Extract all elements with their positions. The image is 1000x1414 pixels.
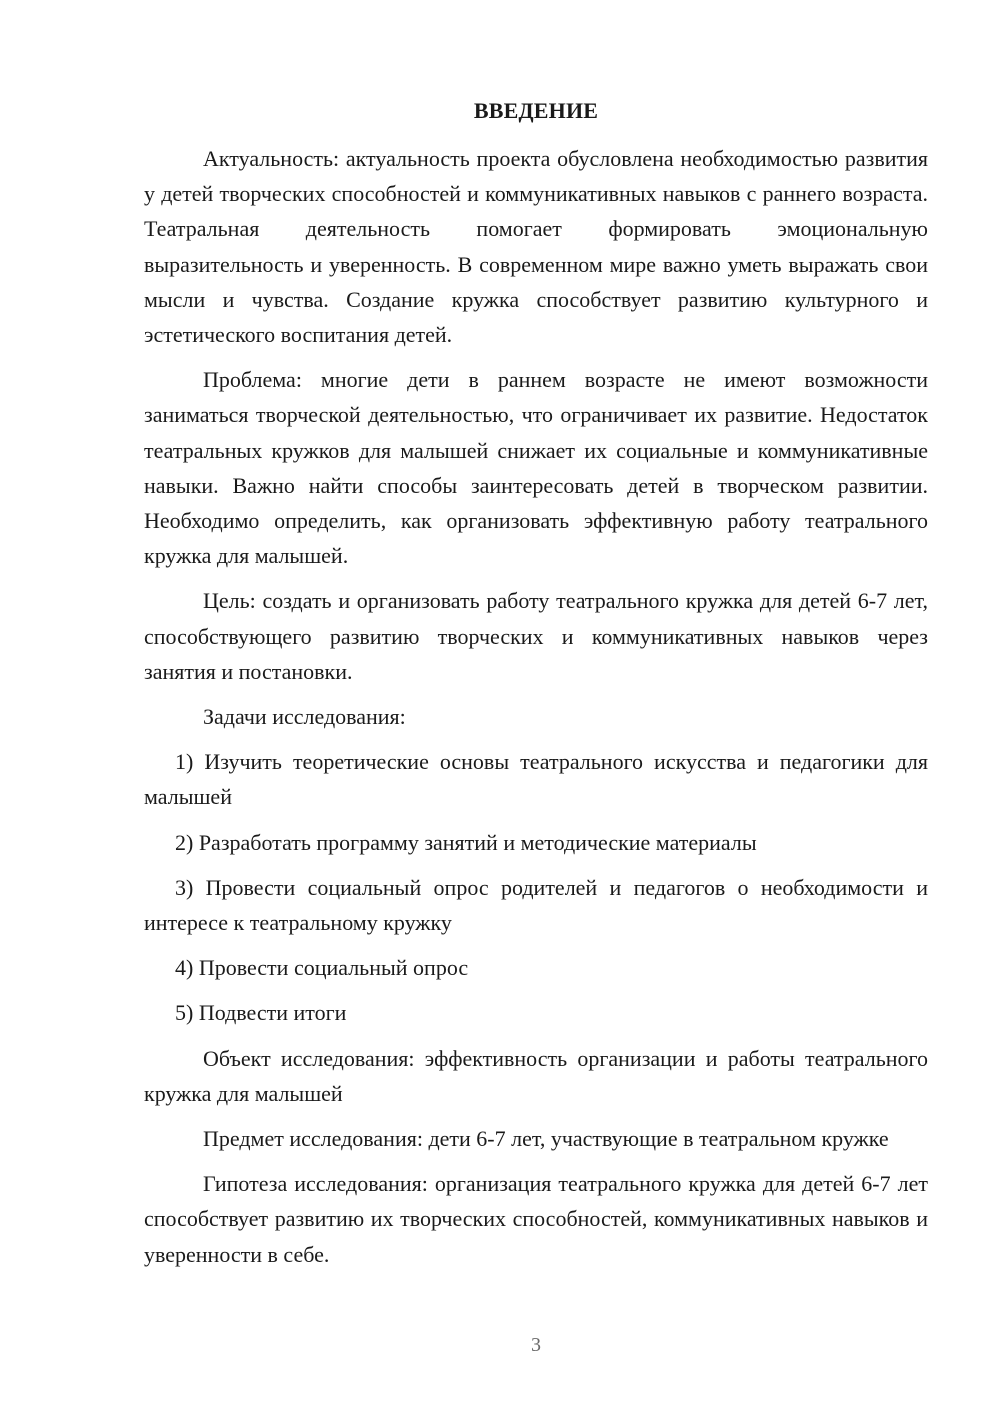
paragraph-object: Объект исследования: эффективность организации и работы театрального кружка для малышей bbox=[144, 1045, 928, 1106]
task-item-5: 5) Подвести итоги bbox=[175, 1000, 347, 1026]
task-item-3: 3) Провести социальный опрос родителей и педагогов о необходимости и интересе к театральному кружку bbox=[144, 874, 928, 936]
task-item-4: 4) Провести социальный опрос bbox=[175, 955, 469, 981]
paragraph-subject: Предмет исследования: дети 6-7 лет, участвующие в театральном кружке bbox=[203, 1126, 889, 1152]
paragraph-relevance: Актуальность: актуальность проекта обусловлена необходимостью развития у детей творческих способностей и коммуникативных навыков с раннего возраста. Театральная деятельность помогает формировать эмоциональную выразительность и уверенность. В современном мире важно уметь выражать свои мысли и чувства. Создание кружка способствует развитию культурного и эстетического воспитания детей. bbox=[144, 146, 928, 348]
task-item-1: 1) Изучить теоретические основы театрального искусства и педагогики для малышей bbox=[144, 749, 928, 810]
paragraph-problem: Проблема: многие дети в раннем возрасте не имеют возможности заниматься творческой деятельностью, что ограничивает их развитие. Недостаток театральных кружков для малышей снижает их социальные и коммуникативные навыки. Важно найти способы заинтересовать детей в творческом развитии. Необходимо определить, как организовать эффективную работу театрального кружка для малышей. bbox=[144, 367, 928, 569]
document-body bbox=[144, 141, 928, 1282]
page-number: 3 bbox=[531, 1334, 541, 1356]
paragraph-goal: Цель: создать и организовать работу театрального кружка для детей 6-7 лет, способствующего развитию творческих и коммуникативных навыков через занятия и постановки. bbox=[144, 588, 928, 684]
tasks-heading: Задачи исследования: bbox=[203, 704, 406, 730]
paragraph-hypothesis: Гипотеза исследования: организация театрального кружка для детей 6-7 лет способствует развитию их творческих способностей, коммуникативных навыков и уверенности в себе. bbox=[144, 1171, 928, 1267]
task-item-2: 2) Разработать программу занятий и методические материалы bbox=[175, 829, 757, 855]
page-title: ВВЕДЕНИЕ bbox=[473, 98, 599, 123]
